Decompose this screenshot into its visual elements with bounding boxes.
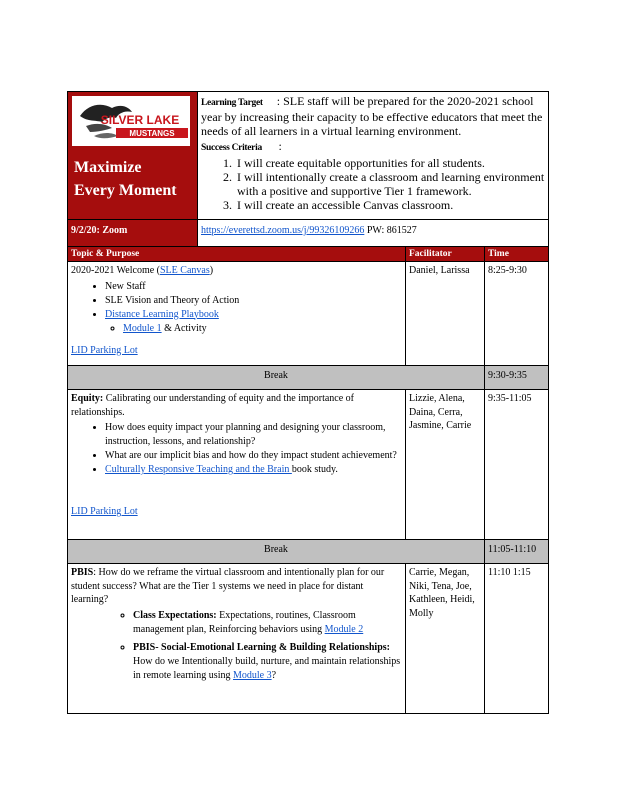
zoom-link[interactable]: https://everettsd.zoom.us/j/99326109266 <box>201 225 365 236</box>
list-item: • SLE Vision and Theory of Action <box>105 294 402 308</box>
equity-label: Equity: <box>71 393 104 404</box>
facilitator-cell: Daniel, Larissa <box>406 262 485 366</box>
agenda-page <box>67 91 548 714</box>
distance-learning-playbook-link[interactable]: Distance Learning Playbook <box>105 308 219 320</box>
time-cell: 9:35-11:05 <box>485 390 549 540</box>
module-3-link[interactable]: Module 3 <box>232 669 272 681</box>
break-label: Break <box>68 540 485 564</box>
culturally-responsive-teaching-link[interactable]: Culturally Responsive Teaching and the Brain <box>105 464 292 475</box>
logo-text: SILVER LAKE <box>100 113 180 127</box>
success-criteria-list <box>201 156 545 212</box>
time-cell: 11:05-11:10 <box>485 540 549 564</box>
success-criteria-label: Success Criteria <box>201 143 262 153</box>
sle-canvas-link[interactable]: SLE Canvas <box>160 265 210 276</box>
zoom-password: PW: 861527 <box>364 225 417 236</box>
criterion-item: 1. I will create equitable opportunities for all students. <box>235 156 545 170</box>
list-item: ◦ Class Expectations: Expectations, routines, Classroom management plan, Reinforcing behaviors using Module 2 <box>133 609 402 637</box>
column-header-topic: Topic & Purpose <box>68 247 406 262</box>
time-cell: 11:10 1:15 <box>485 564 549 714</box>
time-cell: 9:30-9:35 <box>485 366 549 390</box>
list-item: • Culturally Responsive Teaching and the Brain book study. <box>105 463 402 477</box>
column-header-facilitator: Facilitator <box>406 247 485 262</box>
agenda-row-break <box>68 540 549 564</box>
facilitator-cell: Lizzie, Alena, Daina, Cerra, Jasmine, Carrie <box>406 390 485 540</box>
break-label: Break <box>68 366 485 390</box>
list-item: • New Staff <box>105 280 402 294</box>
agenda-row-break <box>68 366 549 390</box>
learning-target-label: Learning Target <box>201 98 263 108</box>
agenda-table <box>67 91 549 714</box>
logo-subtext: MUSTANGS <box>129 129 175 138</box>
list-item: ◦ Module 1 & Activity <box>123 322 402 336</box>
lid-parking-lot-link[interactable]: LID Parking Lot <box>71 344 138 356</box>
date-label: 9/2/20: Zoom <box>68 220 198 247</box>
list-item: ◦ PBIS- Social-Emotional Learning & Building Relationships: How do we Intentionally build, nurture, and maintain relationships in remote learning using Module 3? <box>133 641 402 683</box>
column-header-time: Time <box>485 247 549 262</box>
learning-target-cell: Learning Target : SLE staff will be prepared for the 2020-2021 school year by increasing their capacity to be effective educators that meet the needs of all learners in a virtual learning environment. Success Criteria : 1. I will create equitable opportunities for all students. 2. I will intentionally create a classroom and learning environment with a positive and supportive Tier 1 framework. 3. I will create an accessible Canvas classroom. <box>198 92 549 220</box>
time-cell: 8:25-9:30 <box>485 262 549 366</box>
criterion-item: 3. I will create an accessible Canvas classroom. <box>235 198 545 212</box>
page-title: Maximize Every Moment <box>74 159 177 199</box>
agenda-row-equity: Equity: Calibrating our understanding of equity and the importance of relationships. • How does equity impact your planning and designing your classroom, instruction, lessons, and relationship? • What are our implicit bias and how do they impact student achievement? • Culturally Responsive Teaching and the Brain book study. LID Parking Lot Lizzie, Alena, Daina, Cerra, Jasmine, Carrie 9:35-11:05 <box>68 390 549 540</box>
zoom-link-cell <box>198 220 549 247</box>
learning-target-text: : SLE staff will be prepared for the 2020-2021 school year by increasing their capacity to be effective educators that meet the needs of all learners in a virtual learning environment. <box>201 94 543 138</box>
list-item <box>105 308 402 336</box>
silver-lake-mustangs-logo <box>72 96 190 146</box>
agenda-row-pbis: PBIS: How do we reframe the virtual classroom and intentionally plan for our student success? What are the Tier 1 systems we need in place for distant learning? ◦ Class Expectations: Expectations, routines, Classroom management plan, Reinforcing behaviors using Module 2 ◦ PBIS- Social-Emotional Learning & Building Relationships: How do we Intentionally build, nurture, and maintain relationships in remote learning using Module 3? Carrie, Megan, Niki, Tena, Joe, Kathleen, Heidi, Molly 11:10 1:15 <box>68 564 549 714</box>
criterion-item: 2. I will intentionally create a classroom and learning environment with a positive and supportive Tier 1 framework. <box>235 170 545 198</box>
list-item: • What are our implicit bias and how do they impact student achievement? <box>105 449 402 463</box>
pbis-label: PBIS <box>71 567 94 578</box>
module-2-link[interactable]: Module 2 <box>324 623 364 635</box>
title-cell <box>68 92 198 220</box>
list-item: • How does equity impact your planning and designing your classroom, instruction, lessons, and relationship? <box>105 421 402 449</box>
facilitator-cell: Carrie, Megan, Niki, Tena, Joe, Kathleen, Heidi, Molly <box>406 564 485 714</box>
agenda-row-welcome: 2020-2021 Welcome (SLE Canvas) • New Staff • SLE Vision and Theory of Action • Distance Learning Playbook ◦ Module 1 & Activity LID Parking Lot Daniel, Larissa 8:25-9:30 <box>68 262 549 366</box>
lid-parking-lot-link[interactable]: LID Parking Lot <box>71 506 138 517</box>
module-1-link[interactable]: Module 1 <box>123 322 162 334</box>
